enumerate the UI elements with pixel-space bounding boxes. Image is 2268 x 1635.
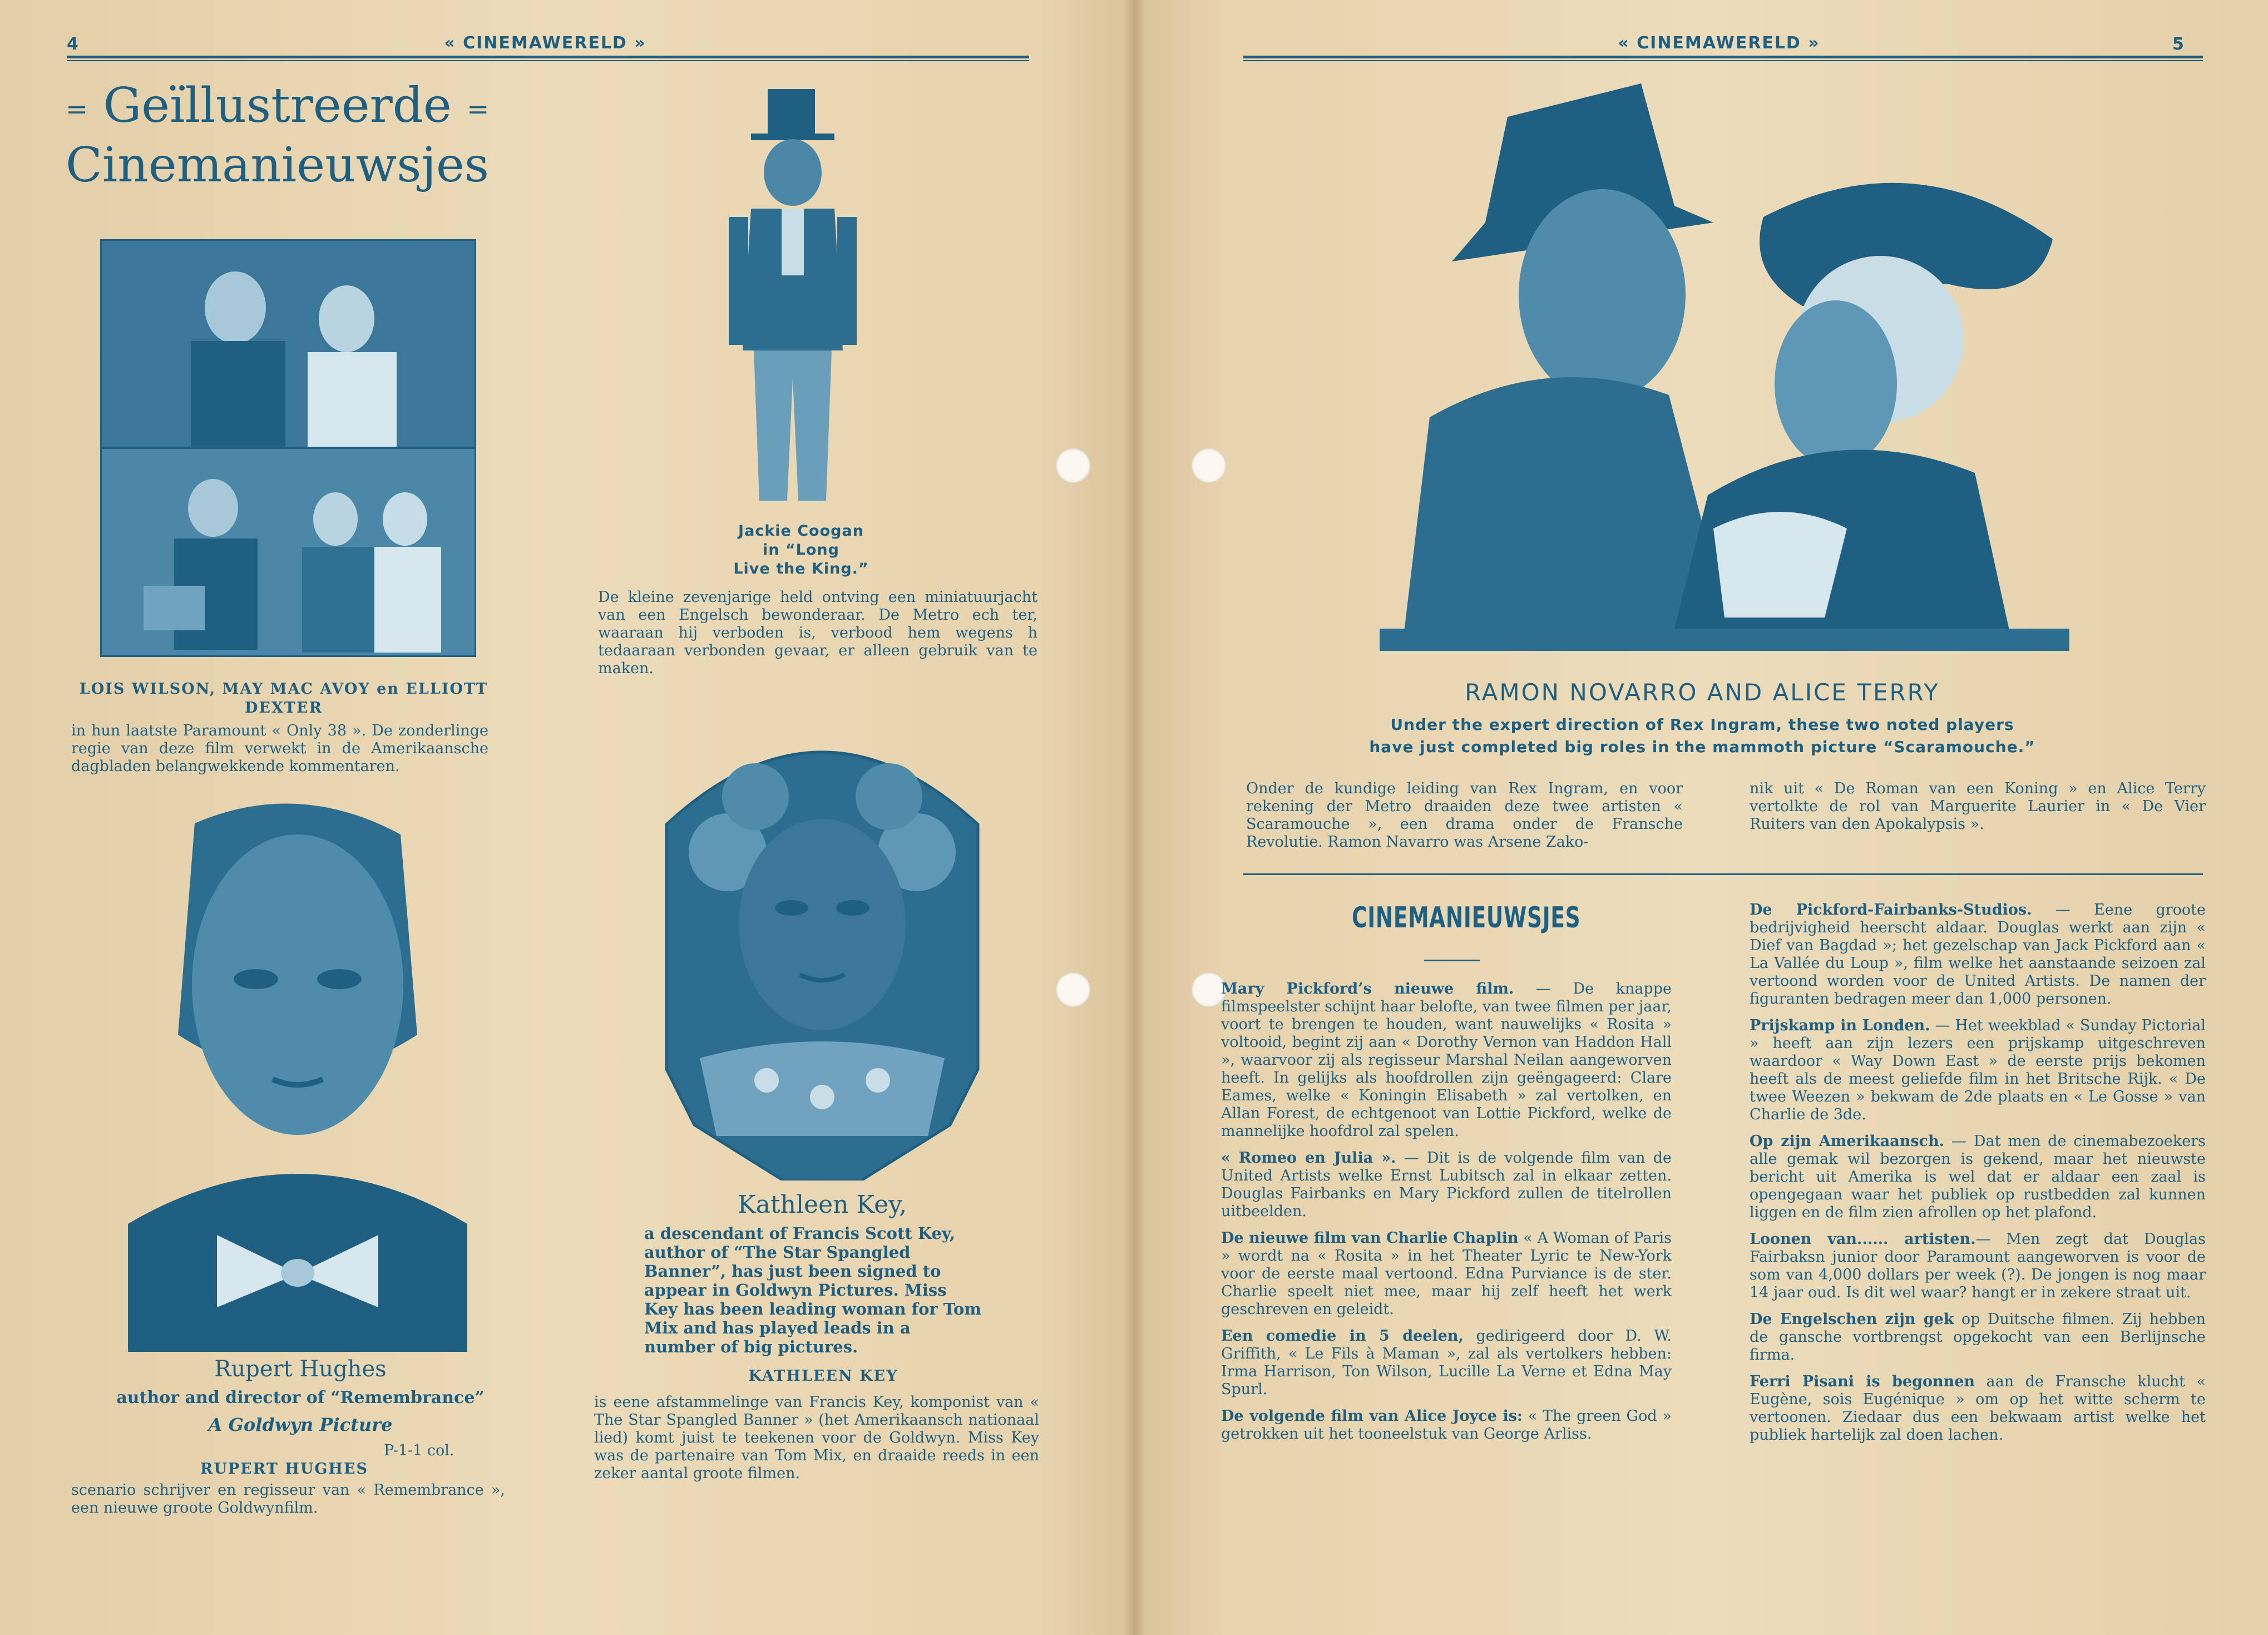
punch-hole <box>1056 972 1090 1007</box>
photo-caption-title: RAMON NOVARRO AND ALICE TERRY <box>1465 679 1940 706</box>
intro-col1: Onder de kundige leiding van Rex Ingram, en voor rekening der Metro draaiden deze twee artisten « Scaramouche », een drama onder de Fransche Revolutie. Ramon Navarro was Arsene Zako- <box>1246 780 1683 851</box>
photo1-caption-names: LOIS WILSON, MAY MAC AVOY en ELLIOTT DEXTER <box>79 680 488 717</box>
news-item <box>1750 1231 2206 1302</box>
page-number: 4 <box>67 34 78 54</box>
photo-kathleen-key <box>650 713 995 1180</box>
title-underline <box>1424 960 1480 961</box>
news-item-lead: De volgende film van Alice Joyce is: <box>1221 1407 1523 1425</box>
page-title <box>66 78 522 193</box>
news-item-text: « A Woman of Paris » wordt na « Rosita » in het Theater Lyric te New-York voor de eerste maal vertoond. Edna Purviance is de ster. Charlie speelt niet mee, maar hij zelf heeft het werk geschreven en geleidt. <box>1221 1229 1672 1318</box>
news-item-text: — Men zegt dat Douglas Fairbaksn junior door Paramount aangeworven is voor de som van 4,000 dollars per week (?). De jongen is nog maar 14 jaar oud. Is dit wel waar? hangt er in zekere straat uit. <box>1750 1231 2206 1301</box>
hughes-caps: RUPERT HUGHES <box>200 1460 369 1478</box>
key-english: a descendant of Francis Scott Key, author of “The Star Spangled Banner”, has just been signed to appear in Goldwyn Pictures. Miss Key has been leading woman for Tom Mix and has played leads in a number of big pictures. <box>644 1224 982 1356</box>
photo-wilson-macavoy-dexter <box>100 239 476 657</box>
punch-hole <box>1056 448 1090 483</box>
hughes-company: A Goldwyn Picture <box>208 1414 393 1435</box>
news-item-text: — Dit is de volgende film van de United Artists welke Ernst Lubitsch zal in elkaar zetten. Douglas Fairbanks en Mary Pickford zullen de titelrollen uitbeelden. <box>1221 1149 1672 1220</box>
title-line2: Cinemanieuwsjes <box>66 137 490 193</box>
photo-jackie-coogan <box>729 89 857 512</box>
title-line1: Geïllustreerde <box>103 78 452 134</box>
key-name: Kathleen Key, <box>737 1191 907 1219</box>
news-item-text: — Eene groote bedrijvigheid heerscht aldaar. Douglas werkt aan zijn « Dief van Bagdad »; het gezelschap van Jack Pickford aan « La Vallée du Loup », film welke het aanstaande seizoen zal vertoond worden voor de United Artists. De namen der figuranten bedragen meer dan 1,000 personen. <box>1750 901 2206 1007</box>
hughes-text: scenario schrijver en regisseur van « Remembrance », een nieuwe groote Goldwynfilm. <box>71 1481 505 1517</box>
key-caps: KATHLEEN KEY <box>748 1367 898 1385</box>
photo-caption-line1: Under the expert direction of Rex Ingram, these two noted players <box>1390 715 2014 734</box>
news-item-lead: De nieuwe film van Charlie Chaplin <box>1221 1229 1519 1247</box>
photo1-caption-text: in hun laatste Paramount « Only 38 ». De zonderlinge regie van deze film verwekt in de Amerikaansche dagbladen belangwekkende kommentaren. <box>71 722 488 775</box>
news-item-lead: Een comedie in 5 deelen, <box>1221 1327 1464 1345</box>
news-item-text: — Dat men de cinemabezoekers alle gemak wil bezorgen is gekend, maar het nieuwste bericht uit Amerika is wel dat er aldaar een zaal is opengegaan waar het publiek op rustbedden zal kunnen liggen en de film zien afrollen op het plafond. <box>1750 1133 2206 1221</box>
news-column-2 <box>1750 901 2206 1453</box>
news-item-lead: Loonen van...... artisten. <box>1750 1231 1976 1248</box>
header-rule <box>67 56 1029 61</box>
hughes-name: Rupert Hughes <box>214 1356 387 1382</box>
photo-caption-line2: have just completed big roles in the mammoth picture “Scaramouche.” <box>1369 738 2035 756</box>
news-item <box>1221 1149 1672 1221</box>
news-item <box>1221 1407 1672 1443</box>
news-column-1 <box>1221 980 1672 1452</box>
news-item <box>1221 1229 1672 1318</box>
news-item <box>1750 1133 2206 1222</box>
header-rule <box>1243 56 2203 61</box>
news-item <box>1750 1311 2206 1364</box>
hughes-code: P-1-1 col. <box>384 1442 454 1459</box>
news-item-text: gedirigeerd door D. W. Griffith, « Le Fils à Maman », zal als vertolkers hebben: Irma Harrison, Ton Wilson, Lucille La Verne et Edna May Spurl. <box>1221 1327 1672 1398</box>
news-item-text: « The green God » getrokken uit het tooneelstuk van George Arliss. <box>1221 1407 1672 1443</box>
page-number: 5 <box>2172 34 2184 54</box>
intro-col2: nik uit « De Roman van een Koning » en Alice Terry vertolkte de rol van Marguerite Laurier in « De Vier Ruiters van den Apokalypsis ». <box>1750 780 2206 833</box>
section-divider <box>1243 873 2203 875</box>
hughes-role: author and director of “Remembrance” <box>116 1388 485 1407</box>
news-item-lead: De Pickford-Fairbanks-Studios. <box>1750 901 2032 918</box>
news-item-lead: Mary Pickford’s nieuwe film. <box>1221 980 1514 997</box>
center-gutter <box>1124 0 1146 1635</box>
news-item <box>1221 1327 1672 1399</box>
news-item <box>1750 901 2206 1008</box>
news-item-text: — De knappe filmspeelster schijnt haar belofte, van twee filmen per jaar, voort te brengen te houden, want nauwelijks « Rosita » voltooid, begint zij aan « Dorothy Vernon van Haddon Hall », waarvoor zij als regisseur Marshal Neilan aangeworven heeft. In gelijks als hoofdrollen zijn geëngageerd: Clare Eames, welke « Koningin Elisabeth » zal vertolken, en Allan Forest, de echtgenoot van Lottie Pickford, welke de mannelijke hoofdrol zal spelen. <box>1221 980 1672 1140</box>
photo-novarro-terry <box>1380 72 2069 651</box>
punch-hole <box>1192 448 1226 483</box>
photo-rupert-hughes <box>128 801 467 1352</box>
coogan-caption: Jackie Coogan in “Long Live the King.” <box>733 522 869 577</box>
news-item-text: op Duitsche filmen. Zij hebben de gansche vortbrengst opgekocht van een Berlijnsche firma. <box>1750 1311 2206 1364</box>
news-item <box>1221 980 1672 1140</box>
news-item-lead: Op zijn Amerikaansch. <box>1750 1133 1945 1150</box>
news-item-text: aan de Fransche klucht « Eugène, sois Eugénique » om op het witte scherm te vertoonen. Ziedaar dus een bekwaam artist welke het publiek hartelijk zal doen lachen. <box>1750 1373 2206 1444</box>
news-item-lead: « Romeo en Julia ». <box>1221 1149 1396 1167</box>
section-title: CINEMANIEUWSJES <box>1352 901 1581 935</box>
coogan-text: De kleine zevenjarige held ontving een miniatuurjacht van een Engelsch bewonderaar. De Metro ech ter, waaraan hij verboden is, verbood hem wegens h tedaaraan verbonden gevaar, er alleen gebruik van te maken. <box>598 589 1037 677</box>
news-item-lead: De Engelschen zijn gek <box>1750 1311 1954 1328</box>
key-text: is eene afstammelinge van Francis Key, komponist van « The Star Spangled Banner » (het Amerikaansch nationaal lied) komt juist te teekenen voor de Goldwyn. Miss Key was de partenaire van Tom Mix, en draaide reeds in een zeker aantal groote filmen. <box>594 1394 1039 1482</box>
running-head: « CINEMAWERELD » <box>1618 33 1820 53</box>
running-head: « CINEMAWERELD » <box>444 33 646 53</box>
title-ornament: = <box>467 93 490 125</box>
news-item-text: — Het weekblad « Sunday Pictorial » heeft aan zijn lezers een prijskamp uitgeschreven waardoor « Way Down East » de eerste prijs bekomen heeft als de meest geliefde film in het Britsche Rijk. « De twee Weezen » bekwam de 2de plaats en « Le Gosse » van Charlie de 3de. <box>1750 1017 2206 1123</box>
news-item-lead: Prijskamp in Londen. <box>1750 1017 1930 1034</box>
title-ornament: = <box>66 93 88 125</box>
news-item <box>1750 1373 2206 1444</box>
news-item <box>1750 1017 2206 1124</box>
news-item-lead: Ferri Pisani is begonnen <box>1750 1373 1975 1390</box>
